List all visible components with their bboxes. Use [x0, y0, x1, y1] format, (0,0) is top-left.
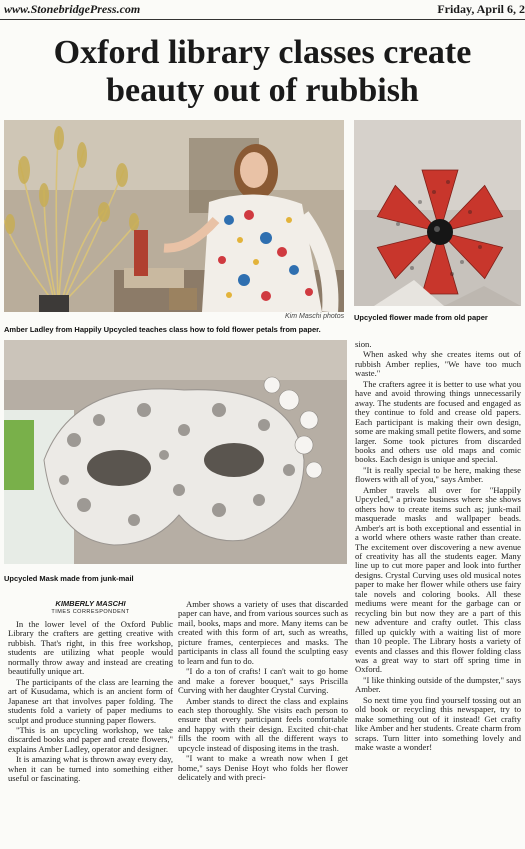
paragraph: It is amazing what is thrown away every day, when it can be turned into something either useful or fascinating.	[8, 754, 173, 784]
paragraph: The participants of the class are learning the art of Kusudama, which is an ancient form of Japanese art that involves paper folding. The students fold a variety of paper mediums to sculpt and produce stunning paper flowers.	[8, 676, 173, 725]
caption-instructor: Amber Ladley from Happily Upcycled teaches class how to fold flower petals from paper.	[4, 325, 321, 334]
byline-name: KIMBERLY MASCHI	[55, 599, 126, 608]
paragraph: "I do a ton of crafts! I can't wait to go home and make a forever bouquet," says Priscilla Curving with her daughter Crystal Curving.	[178, 666, 348, 696]
paragraph: Amber shows a variety of uses that discarded paper can have, and from various sources such as mail, books, maps and more. Many items can be created with this form of art, such as wreaths, picture frames, centerpieces and masks. The participants in class all found the sculpting easy to learn and fun to do.	[178, 599, 348, 666]
byline	[8, 600, 173, 616]
paragraph: "I want to make a wreath now when I get home," says Denise Hoyt who folds her flower delicately and with preci-	[178, 753, 348, 783]
photo-mask	[4, 340, 347, 564]
instructor-photo-illustration	[4, 120, 344, 312]
photo-credit: Kim Maschi photos	[285, 313, 345, 320]
issue-date: Friday, April 6, 2	[437, 2, 525, 16]
photo-instructor	[4, 120, 344, 312]
paragraph: Amber travels all over for "Happily Upcycled," a private business where she shows others how to create items such as; junk-mail masquerade masks and wallpaper beads. Amber's art is both exceptional and essential in a world where others waste rather than create. The excitement over discovering a new avenue of creativity has all the students eager. Many line up to cut more paper and look into further designs. Crystal Curving uses old musical notes paper to make her flower while others use fairy tale novels and coloring books. All these mediums were meant for the garbage can or recycling bin but now they are a part of this new adventure and crafty outlet. This class filled up quickly with a waiting list of more than 10 people. The Library hosts a variety of events and classes and this flower folding class was a great way to start off spring time in Oxford.	[355, 484, 521, 675]
paragraph: "I like thinking outside of the dumpster," says Amber.	[355, 674, 521, 695]
article-column-3	[355, 340, 521, 753]
paragraph: When asked why she creates items out of rubbish Amber replies, "We have too much waste."	[355, 349, 521, 379]
paragraph: So next time you find yourself tossing out an old book or recycling this newspaper, try to make something out of it instead! Get crafty like Amber and her students. Create charm from scraps. Turn litter into something lovely and make waste a wonder!	[355, 694, 521, 753]
article-column-1	[8, 620, 173, 785]
byline-role: TIMES CORRESPONDENT	[51, 609, 130, 615]
mask-photo-illustration	[4, 340, 347, 564]
paragraph-continued: sion.	[355, 339, 372, 349]
flower-photo-illustration	[354, 120, 521, 306]
site-url[interactable]: www.StonebridgePress.com	[4, 2, 141, 16]
paragraph: "It is really special to be here, making these flowers with all of you," says Amber.	[355, 464, 521, 485]
headline	[0, 34, 525, 110]
paragraph: The crafters agree it is better to use what you have and avoid throwing things unnecessarily away. The students are focused and engaged as they continue to fold and crease old papers. Each participant is making their own design, some are making small petite flowers, and some larger. Some took pictures from discarded books and others use old maps and comic books. Each design is unique and special.	[355, 378, 521, 465]
headline-line-1: Oxford library classes create	[53, 34, 472, 71]
caption-flower: Upcycled flower made from old paper	[354, 313, 488, 322]
page-header-bar	[0, 0, 525, 20]
headline-line-2: beauty out of rubbish	[106, 72, 419, 109]
paragraph: In the lower level of the Oxford Public Library the crafters are getting creative with rubbish. That's right, in this free workshop, students are utilizing what people would normally throw away and instead are creating beautifully unique art.	[8, 619, 173, 677]
photo-flower	[354, 120, 521, 306]
paragraph: Amber stands to direct the class and explains each step thoroughly. She visits each person to ensure that every participant feels comfortable and happy with their design. Excited chit-chat fills the room with all the different ways to upcycle instead of disposing items in the trash.	[178, 695, 348, 753]
caption-mask: Upcycled Mask made from junk-mail	[4, 574, 134, 583]
article-column-2	[178, 600, 348, 784]
paragraph: "This is an upcycling workshop, we take discarded books and paper and create flowers," explains Amber Ladley, operator and designer.	[8, 724, 173, 754]
